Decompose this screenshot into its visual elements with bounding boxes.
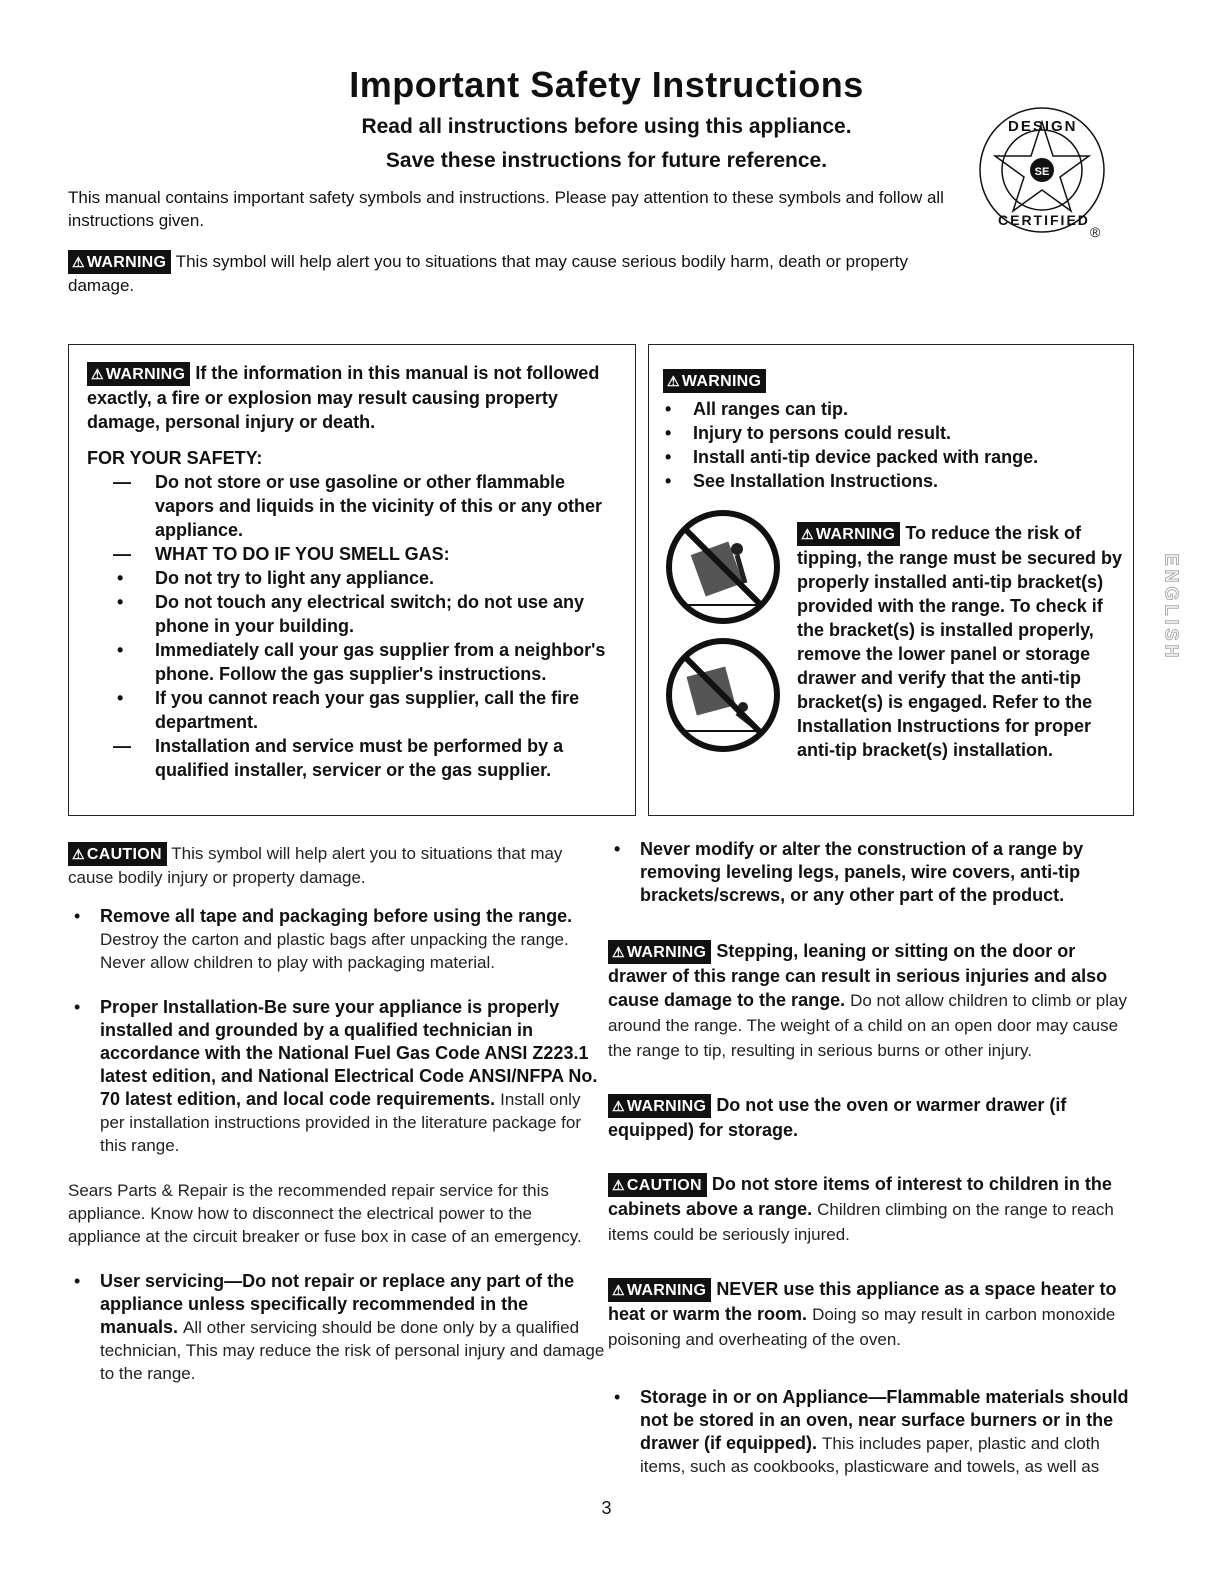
for-your-safety: FOR YOUR SAFETY:	[87, 448, 263, 468]
list-item: — Do not store or use gasoline or other flammable vapors and liquids in the vicinity of this or any other appliance.	[113, 470, 622, 542]
warning-badge: ⚠ WARNING	[663, 369, 766, 393]
warning-badge: ⚠ WARNING	[608, 1094, 711, 1118]
sears-paragraph: Sears Parts & Repair is the recommended repair service for this appliance. Know how to disconnect the electrical power to the appliance at the circuit breaker or fuse box in case of an emergency.	[68, 1181, 582, 1246]
design-certified-logo	[978, 104, 1108, 244]
list-item: • Do not touch any electrical switch; do not use any phone in your building.	[113, 590, 622, 638]
svg-text:SE: SE	[1034, 166, 1050, 178]
modify-item: • Never modify or alter the construction of a range by removing leveling legs, panels, wire covers, anti-tip brackets/screws, or any other part of the product.	[608, 838, 1130, 907]
warning-badge: ⚠ WARNING	[87, 362, 190, 386]
page-number: 3	[601, 1498, 612, 1518]
caution-triangle-icon: ⚠	[612, 1177, 625, 1193]
caution-badge: ⚠ CAUTION	[608, 1173, 707, 1197]
list-item: • If you cannot reach your gas supplier, call the fire department.	[113, 686, 622, 734]
subtitle-read: Read all instructions before using this appliance.	[361, 115, 852, 138]
storage-item: • Storage in or on Appliance—Flammable materials should not be stored in an oven, near surface burners or in the drawer (if equipped). This includes paper, plastic and cloth items, such as cookbooks, plasticware and towels, as well as	[608, 1386, 1130, 1478]
warning-space-heater: ⚠ WARNING NEVER use this appliance as a space heater to heat or warm the room. Doing so may result in carbon monoxide poisoning and overheating of the oven.	[608, 1279, 1117, 1349]
tip-warning-box	[648, 344, 1134, 816]
gas-warning-head: ⚠ WARNING If the information in this manual is not followed exactly, a fire or explosion may result causing property damage, personal injury or death.	[87, 363, 600, 432]
warning-badge: ⚠ WARNING	[608, 1278, 711, 1302]
right-column	[608, 838, 1130, 1478]
logo-text-bottom: CERTIFIED	[998, 212, 1090, 228]
tipping-oven-icon	[665, 637, 781, 753]
warning-description: This symbol will help alert you to situations that may cause serious bodily harm, death or property damage.	[68, 252, 909, 295]
registered-mark: ®	[1090, 224, 1101, 240]
warning-triangle-icon: ⚠	[91, 366, 104, 382]
list-item: • Proper Installation-Be sure your appliance is properly installed and grounded by a qualified technician in accordance with the National Fuel Gas Code ANSI Z223.1 latest edition, and National Electrical Code ANSI/NFPA No. 70 latest edition, and local code requirements. Install only per installation instructions provided in the literature package for this range.	[68, 996, 608, 1157]
logo-text-top: DESIGN	[1008, 118, 1078, 135]
caution-badge: ⚠ CAUTION	[68, 842, 167, 866]
list-item: • Immediately call your gas supplier from a neighbor's phone. Follow the gas supplier's instructions.	[113, 638, 622, 686]
warning-badge: ⚠ WARNING	[68, 250, 171, 274]
safety-list	[113, 470, 622, 782]
tip-bullets	[665, 397, 1125, 493]
warning-triangle-icon: ⚠	[612, 944, 625, 960]
list-item: • Install anti-tip device packed with range.	[665, 445, 1125, 469]
subtitle-save: Save these instructions for future reference.	[385, 149, 828, 172]
intro-text: This manual contains important safety symbols and instructions. Please pay attention to these symbols and follow all instructions given.	[68, 188, 944, 230]
list-item: • User servicing—Do not repair or replace any part of the appliance unless specifically recommended in the manuals. All other servicing should be done only by a qualified technician, This may reduce the risk of personal injury and damage to the range.	[68, 1270, 608, 1385]
warning-badge: ⚠ WARNING	[797, 522, 900, 546]
warning-triangle-icon: ⚠	[612, 1282, 625, 1298]
warning-door: ⚠ WARNING Stepping, leaning or sitting on the door or drawer of this range can result in serious injuries and also cause damage to the range. Do not allow children to climb or play around the range. The weight of a child on an open door may cause the range to tip, resulting in serious burns or other injury.	[608, 941, 1127, 1060]
gas-warning-box	[68, 344, 636, 816]
caution-triangle-icon: ⚠	[72, 846, 85, 862]
warning-storage: ⚠ WARNING Do not use the oven or warmer drawer (if equipped) for storage.	[608, 1095, 1067, 1140]
side-language-tab: ENGLISH	[1161, 553, 1182, 662]
caution-intro: ⚠ CAUTION This symbol will help alert you to situations that may cause bodily injury or property damage.	[68, 844, 563, 887]
list-item: — WHAT TO DO IF YOU SMELL GAS:	[113, 542, 622, 566]
list-item: • Remove all tape and packaging before using the range. Destroy the carton and plastic bags after unpacking the range. Never allow children to play with packaging material.	[68, 905, 608, 974]
page-title: Important Safety Instructions	[349, 64, 864, 105]
warning-triangle-icon: ⚠	[801, 526, 814, 542]
tipping-range-icon	[665, 509, 781, 625]
intro-warning	[68, 250, 978, 297]
tip-warning-text: ⚠ WARNING To reduce the risk of tipping, the range must be secured by properly installed anti-tip bracket(s) provided with the range. To check if the bracket(s) is installed properly, remove the lower panel or storage drawer and verify that the anti-tip bracket(s) is engaged. Refer to the Installation Instructions for proper anti-tip bracket(s) installation.	[797, 523, 1123, 760]
warning-triangle-icon: ⚠	[612, 1098, 625, 1114]
left-column	[68, 842, 608, 1385]
warning-triangle-icon: ⚠	[667, 373, 680, 389]
list-item: • See Installation Instructions.	[665, 469, 1125, 493]
list-item: • All ranges can tip.	[665, 397, 1125, 421]
list-item: • Injury to persons could result.	[665, 421, 1125, 445]
warning-badge: ⚠ WARNING	[608, 940, 711, 964]
warning-triangle-icon: ⚠	[72, 254, 85, 270]
caution-cabinets: ⚠ CAUTION Do not store items of interest to children in the cabinets above a range. Children climbing on the range to reach items could be seriously injured.	[608, 1174, 1114, 1244]
list-item: • Do not try to light any appliance.	[113, 566, 622, 590]
list-item: — Installation and service must be performed by a qualified installer, servicer or the gas supplier.	[113, 734, 622, 782]
